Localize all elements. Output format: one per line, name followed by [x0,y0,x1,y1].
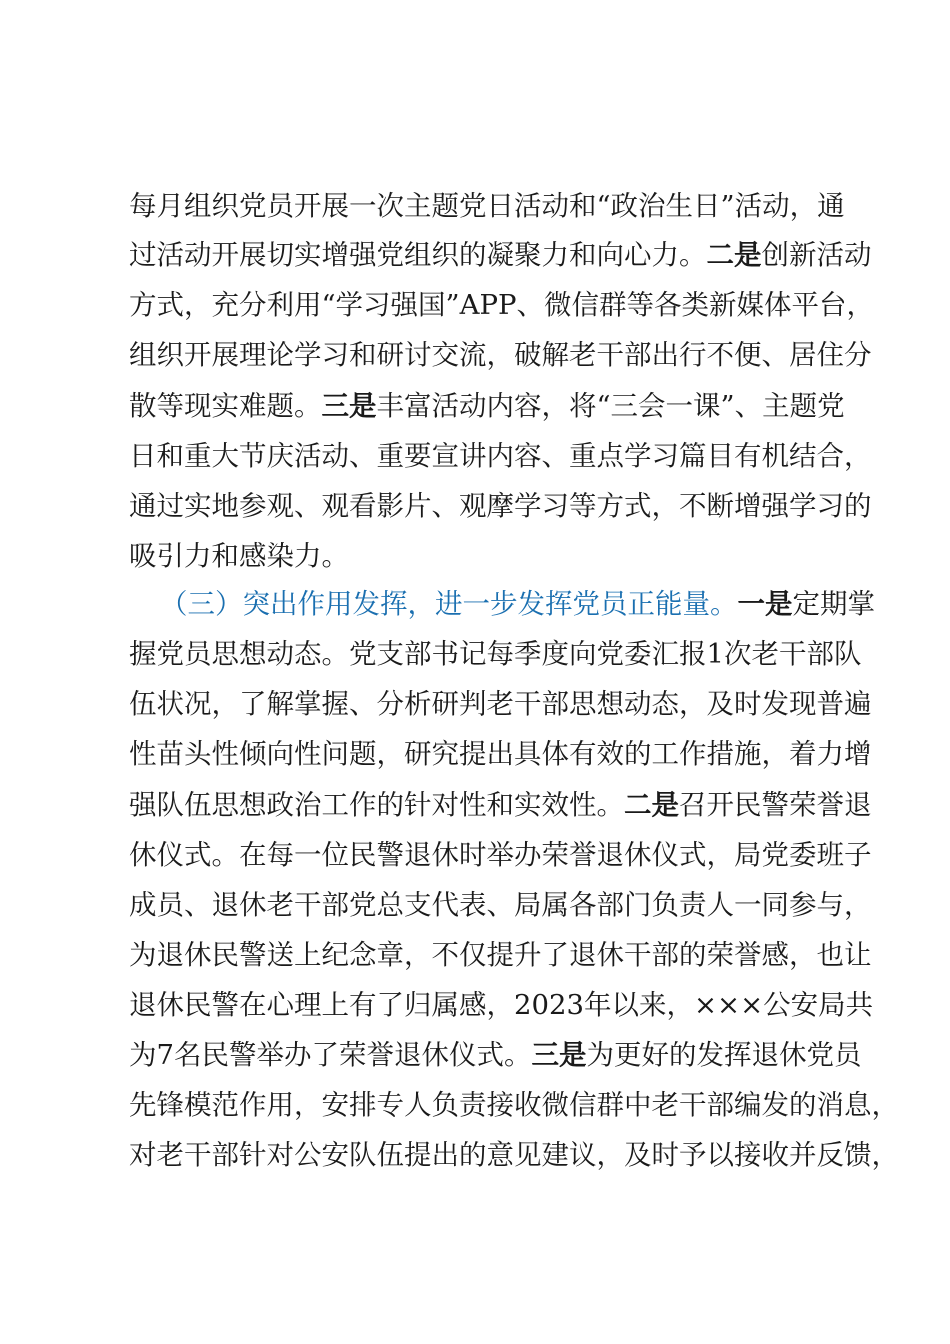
text-line [129,734,872,774]
text-line [129,1035,862,1075]
text-segment: 召开民警荣誉退 [679,789,872,821]
text-line [129,1085,899,1125]
text-segment: 性苗头性倾向性问题，研究提出具体有效的工作措施，着力增 [129,738,872,770]
text-segment: 日和重大节庆活动、重要宣讲内容、重点学习篇目有机结合， [129,440,872,472]
text-segment: 为7名民警举办了荣誉退休仪式。 [129,1039,532,1071]
text-segment: 为更好的发挥退休党员 [586,1039,862,1071]
text-segment: 为退休民警送上纪念章，不仅提升了退休干部的荣誉感，也让 [129,939,872,971]
text-line [129,1135,899,1175]
text-segment: 握党员思想动态。党支部书记每季度向党委汇报1次老干部队 [129,638,862,670]
text-segment: 退休民警在心理上有了归属感，2023年以来，×××公安局共 [129,989,874,1021]
text-line [129,235,872,275]
section-heading: （三）突出作用发挥，进一步发挥党员正能量。 [160,588,738,620]
text-segment: 伍状况，了解掌握、分析研判老干部思想动态，及时发现普遍 [129,688,872,720]
text-segment: 吸引力和感染力。 [129,540,349,572]
bold-keyword: 三是 [531,1039,587,1071]
text-line [129,785,872,825]
text-line [129,985,874,1025]
text-line [129,436,872,476]
bold-keyword: 二是 [624,789,679,821]
text-segment: 定期掌 [792,588,875,620]
text-line [129,634,862,674]
text-line [129,935,872,975]
text-line [129,386,845,426]
text-segment: 每月组织党员开展一次主题党日活动和“政治生日”活动，通 [129,190,845,222]
text-segment: 创新活动 [761,239,872,271]
text-segment: 方式，充分利用“学习强国”APP、微信群等各类新媒体平台， [129,289,874,321]
text-line [129,885,872,925]
text-segment: 丰富活动内容，将“三会一课”、主题党 [376,390,845,422]
text-segment: 休仪式。在每一位民警退休时举办荣誉退休仪式，局党委班子 [129,839,872,871]
text-line [129,684,872,724]
text-segment: 先锋模范作用，安排专人负责接收微信群中老干部编发的消息， [129,1089,899,1121]
text-line [129,835,872,875]
text-line [129,186,845,226]
text-line [129,285,874,325]
bold-keyword: 二是 [706,239,762,271]
text-segment: 强队伍思想政治工作的针对性和实效性。 [129,789,624,821]
text-segment: 通过实地参观、观看影片、观摩学习等方式，不断增强学习的 [129,490,872,522]
text-segment: 成员、退休老干部党总支代表、局属各部门负责人一同参与， [129,889,872,921]
bold-keyword: 三是 [321,390,377,422]
text-segment: 散等现实难题。 [129,390,322,422]
text-segment: 对老干部针对公安队伍提出的意见建议，及时予以接收并反馈， [129,1139,899,1171]
text-line [129,486,872,526]
text-line [160,584,875,624]
text-line [129,536,829,576]
bold-keyword: 一是 [737,588,793,620]
text-line [129,335,872,375]
text-segment: 组织开展理论学习和研讨交流，破解老干部出行不便、居住分 [129,339,872,371]
text-segment: 过活动开展切实增强党组织的凝聚力和向心力。 [129,239,707,271]
